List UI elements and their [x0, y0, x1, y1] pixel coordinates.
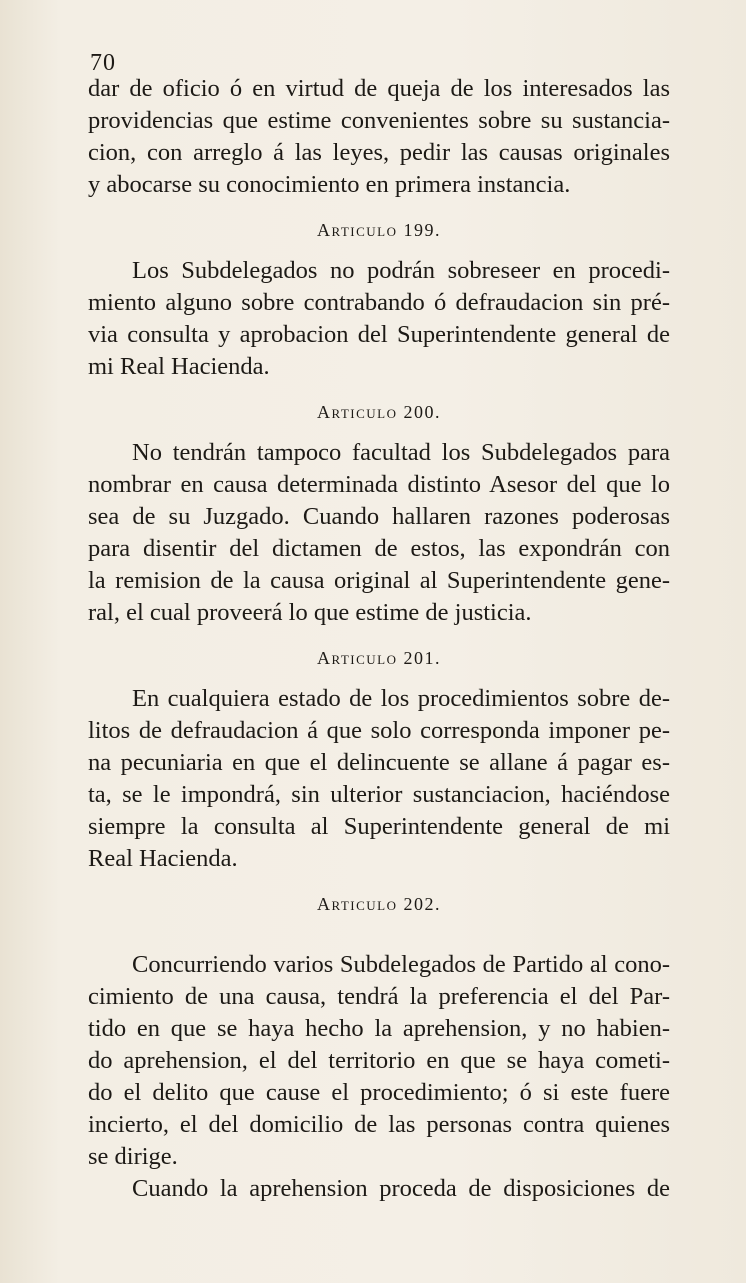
text-line: cion, con arreglo á las leyes, pedir las causas originales [88, 139, 670, 166]
text-line: Cuando la aprehension proceda de disposiciones de [132, 1175, 670, 1202]
article-heading: Articulo 201. [316, 648, 442, 668]
text-line: ta, se le impondrá, sin ulterior sustanciacion, haciéndose [88, 781, 670, 808]
text-line: y abocarse su conocimiento en primera instancia. [88, 171, 571, 198]
text-line: miento alguno sobre contrabando ó defraudacion sin pré- [88, 289, 670, 316]
body-text [88, 73, 670, 1205]
article-heading: Articulo 200. [316, 402, 442, 422]
text-line: dar de oficio ó en virtud de queja de los interesados las [88, 75, 670, 102]
text-line: na pecuniaria en que el delincuente se allane á pagar es- [88, 749, 670, 776]
text-line: mi Real Hacienda. [88, 353, 270, 380]
text-line: do el delito que cause el procedimiento; ó si este fuere [88, 1079, 670, 1106]
text-line: via consulta y aprobacion del Superintendente general de [88, 321, 670, 348]
text-line: sea de su Juzgado. Cuando hallaren razones poderosas [88, 503, 670, 530]
page-number: 70 [90, 50, 116, 76]
text-line: providencias que estime convenientes sobre su sustancia- [88, 107, 670, 134]
text-line: cimiento de una causa, tendrá la preferencia el del Par- [88, 983, 670, 1010]
text-line: incierto, el del domicilio de las personas contra quienes [88, 1111, 670, 1138]
text-line: Real Hacienda. [88, 845, 238, 872]
text-line: para disentir del dictamen de estos, las expondrán con [88, 535, 670, 562]
text-line: la remision de la causa original al Superintendente gene- [88, 567, 670, 594]
text-line: litos de defraudacion á que solo corresponda imponer pe- [88, 717, 670, 744]
text-line: En cualquiera estado de los procedimientos sobre de- [132, 685, 670, 712]
text-line: No tendrán tampoco facultad los Subdelegados para [132, 439, 670, 466]
text-line: se dirige. [88, 1143, 178, 1170]
text-line: Los Subdelegados no podrán sobreseer en procedi- [132, 257, 670, 284]
article-heading: Articulo 199. [316, 220, 442, 240]
article-heading: Articulo 202. [316, 894, 442, 914]
text-line: do aprehension, el del territorio en que se haya cometi- [88, 1047, 670, 1074]
text-line: nombrar en causa determinada distinto Asesor del que lo [88, 471, 670, 498]
text-line: ral, el cual proveerá lo que estime de justicia. [88, 599, 532, 626]
text-line: siempre la consulta al Superintendente general de mi [88, 813, 670, 840]
text-line: tido en que se haya hecho la aprehension, y no habien- [88, 1015, 670, 1042]
text-line: Concurriendo varios Subdelegados de Partido al cono- [132, 951, 670, 978]
